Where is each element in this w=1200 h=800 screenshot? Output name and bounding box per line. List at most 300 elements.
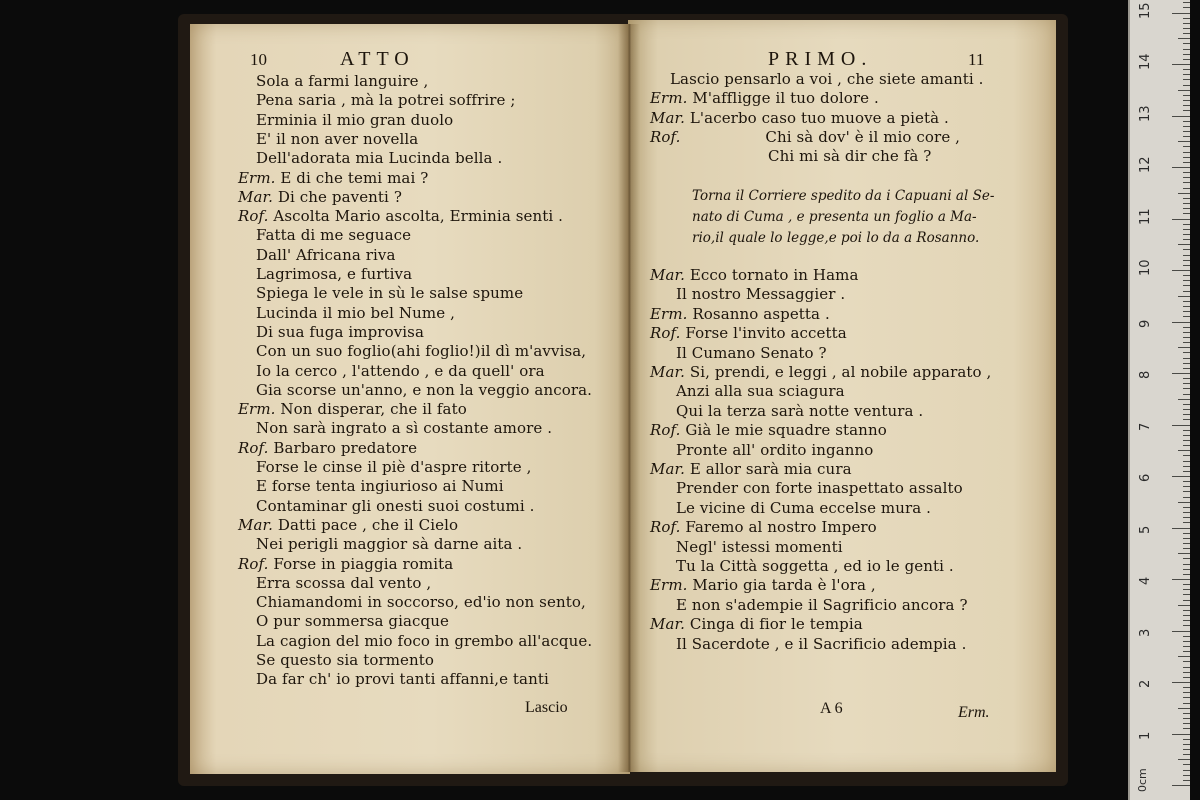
ruler-tick — [1183, 383, 1190, 384]
ruler-tick — [1183, 589, 1190, 590]
ruler-tick — [1172, 476, 1190, 477]
ruler-tick — [1183, 126, 1190, 127]
ruler-tick — [1183, 620, 1190, 621]
ruler-tick — [1183, 234, 1190, 235]
ruler-tick — [1183, 692, 1190, 693]
text-line — [676, 344, 827, 362]
ruler-tick — [1172, 682, 1190, 683]
ruler-tick — [1183, 69, 1190, 70]
ruler-tick — [1183, 569, 1190, 570]
verse-text: La cagion del mio foco in grembo all'acque. — [256, 631, 593, 650]
ruler-tick — [1183, 198, 1190, 199]
verse-text: Il nostro Messaggier . — [676, 285, 846, 304]
text-line — [650, 128, 960, 146]
ruler-tick — [1183, 461, 1190, 462]
verse-text: Datti pace , che il Cielo — [277, 515, 459, 534]
verse-text: M'affligge il tuo dolore . — [692, 89, 879, 108]
ruler-tick — [1183, 481, 1190, 482]
measurement-ruler — [1128, 0, 1190, 800]
ruler-tick — [1183, 517, 1190, 518]
ruler-tick — [1178, 193, 1190, 194]
verse-text: Io la cerco , l'attendo , e da quell' ora — [256, 361, 545, 380]
ruler-tick — [1183, 337, 1190, 338]
stage-direction-line: nato di Cuma , e presenta un foglio a Ma- — [692, 209, 977, 225]
ruler-tick — [1183, 471, 1190, 472]
ruler-tick — [1183, 358, 1190, 359]
ruler-tick — [1183, 661, 1190, 662]
ruler-tick — [1183, 301, 1190, 302]
verse-text: Il Cumano Senato ? — [676, 343, 827, 362]
verse-text: L'acerbo caso tuo muove a pietà . — [689, 108, 949, 127]
ruler-tick — [1183, 625, 1190, 626]
ruler-tick — [1183, 172, 1190, 173]
ruler-tick — [1172, 734, 1190, 735]
text-line — [256, 130, 418, 148]
text-line — [238, 516, 458, 534]
ruler-tick — [1183, 54, 1190, 55]
verse-text: Erra scossa dal vento , — [256, 573, 432, 592]
verse-text: Chiamandomi in soccorso, ed'io non sento, — [256, 593, 586, 612]
text-line — [256, 477, 504, 495]
ruler-tick — [1183, 780, 1190, 781]
ruler-tick — [1183, 311, 1190, 312]
text-line — [650, 518, 877, 536]
verse-text: Il Sacerdote , e il Sacrificio adempia . — [676, 634, 967, 653]
ruler-tick — [1183, 404, 1190, 405]
speaker-label: Erm. — [238, 400, 276, 419]
ruler-tick — [1183, 445, 1190, 446]
ruler-label: 13 — [1138, 104, 1153, 122]
verse-text: Dell'adorata mia Lucinda bella . — [256, 149, 503, 168]
ruler-tick — [1178, 141, 1190, 142]
ruler-tick — [1172, 425, 1190, 426]
ruler-tick — [1183, 594, 1190, 595]
ruler-tick — [1183, 378, 1190, 379]
ruler-label: 12 — [1138, 156, 1153, 173]
ruler-tick — [1183, 100, 1190, 101]
verse-text: Cinga di fior le tempia — [689, 615, 863, 634]
ruler-tick — [1183, 466, 1190, 467]
ruler-tick — [1183, 507, 1190, 508]
ruler-tick — [1183, 543, 1190, 544]
ruler-tick — [1183, 636, 1190, 637]
ruler-tick — [1172, 631, 1190, 632]
ruler-label: 14 — [1138, 53, 1153, 70]
ruler-tick — [1183, 49, 1190, 50]
ruler-tick — [1183, 136, 1190, 137]
text-line — [676, 635, 966, 653]
signature-mark: A 6 — [820, 700, 843, 717]
text-line — [650, 460, 852, 478]
ruler-tick — [1183, 713, 1190, 714]
ruler-tick — [1183, 538, 1190, 539]
ruler-tick — [1183, 105, 1190, 106]
text-line — [256, 632, 592, 650]
verse-text: E non s'adempie il Sagrificio ancora ? — [676, 595, 968, 614]
ruler-tick — [1183, 265, 1190, 266]
verse-text: Chi mi sà dir che fà ? — [768, 147, 932, 166]
ruler-tick — [1183, 775, 1190, 776]
text-line — [256, 111, 453, 129]
ruler-tick — [1183, 641, 1190, 642]
ruler-tick — [1183, 18, 1190, 19]
speaker-label: Rof. — [650, 324, 681, 343]
ruler-tick — [1183, 255, 1190, 256]
text-line — [676, 499, 931, 517]
ruler-tick — [1183, 440, 1190, 441]
ruler-tick — [1178, 399, 1190, 400]
right-running-head: PRIMO. — [768, 48, 873, 70]
ruler-tick — [1183, 280, 1190, 281]
text-line — [676, 596, 968, 614]
text-line — [256, 458, 532, 476]
text-line — [256, 362, 545, 380]
verse-text: Ecco tornato in Hama — [689, 266, 859, 284]
verse-text: O pur sommersa giacque — [256, 612, 449, 631]
verse-text: Rosanno aspetta . — [692, 304, 830, 323]
verse-text: Forse le cinse il piè d'aspre ritorte , — [256, 458, 532, 476]
ruler-tick — [1183, 455, 1190, 456]
text-line — [256, 574, 431, 592]
speaker-label: Mar. — [238, 515, 273, 534]
ruler-tick — [1183, 285, 1190, 286]
ruler-tick — [1183, 414, 1190, 415]
ruler-tick — [1183, 352, 1190, 353]
ruler-tick — [1183, 651, 1190, 652]
ruler-tick — [1183, 522, 1190, 523]
ruler-tick — [1183, 388, 1190, 389]
ruler-tick — [1183, 687, 1190, 688]
text-line — [676, 382, 845, 400]
ruler-tick — [1183, 754, 1190, 755]
text-line — [768, 147, 931, 165]
right-page-number: 11 — [968, 50, 985, 69]
text-line — [238, 169, 428, 187]
text-line — [256, 670, 549, 688]
ruler-label: 7 — [1138, 422, 1153, 431]
speaker-label: Mar. — [238, 187, 273, 206]
verse-text: Di che paventi ? — [277, 187, 402, 206]
text-line — [238, 400, 467, 418]
speaker-label: Mar. — [650, 363, 685, 381]
text-line — [256, 226, 411, 244]
speaker-label: Mar. — [650, 108, 685, 127]
ruler-tick — [1183, 363, 1190, 364]
ruler-tick — [1178, 244, 1190, 245]
ruler-tick — [1183, 744, 1190, 745]
speaker-label: Mar. — [650, 460, 685, 478]
verse-text: Negl' istessi momenti — [676, 537, 843, 556]
verse-text: Erminia il mio gran duolo — [256, 110, 454, 129]
verse-text: Chi sà dov' è il mio core , — [765, 127, 961, 146]
ruler-label: 2 — [1138, 679, 1153, 688]
ruler-tick — [1183, 249, 1190, 250]
speaker-label: Rof. — [650, 421, 681, 440]
ruler-tick — [1183, 157, 1190, 158]
text-line — [256, 323, 424, 341]
text-line — [650, 363, 991, 381]
text-line — [650, 89, 879, 107]
ruler-tick — [1183, 615, 1190, 616]
ruler-tick — [1172, 528, 1190, 529]
ruler-tick — [1183, 419, 1190, 420]
ruler-label: 10 — [1138, 259, 1153, 276]
ruler-tick — [1183, 110, 1190, 111]
ruler-tick — [1183, 74, 1190, 75]
text-line — [256, 342, 586, 360]
text-line — [256, 265, 412, 283]
ruler-tick — [1183, 409, 1190, 410]
text-line — [676, 538, 843, 556]
ruler-tick — [1183, 574, 1190, 575]
text-line — [238, 207, 563, 225]
ruler-tick — [1183, 327, 1190, 328]
ruler-tick — [1183, 672, 1190, 673]
verse-text: Sola a farmi languire , — [256, 72, 429, 90]
text-line — [650, 615, 863, 633]
verse-text: Qui la terza sarà notte ventura . — [676, 401, 924, 420]
verse-text: Forse l'invito accetta — [685, 324, 847, 343]
verse-text: Le vicine di Cuma eccelse mura . — [676, 498, 932, 517]
ruler-tick — [1183, 394, 1190, 395]
left-page — [190, 24, 630, 774]
ruler-tick — [1183, 182, 1190, 183]
text-line — [256, 304, 455, 322]
text-line — [256, 497, 534, 515]
ruler-tick — [1178, 347, 1190, 348]
verse-text: Faremo al nostro Impero — [685, 518, 877, 537]
ruler-tick — [1183, 43, 1190, 44]
text-line — [676, 441, 873, 459]
ruler-tick — [1183, 224, 1190, 225]
ruler-tick — [1178, 502, 1190, 503]
ruler-tick — [1183, 28, 1190, 29]
verse-text: Già le mie squadre stanno — [685, 421, 887, 440]
ruler-label: 1 — [1138, 731, 1153, 740]
text-line — [256, 246, 396, 264]
right-catchword: Erm. — [958, 704, 990, 721]
stage-direction-line: rio,il quale lo legge,e poi lo da a Rosanno. — [692, 230, 980, 246]
verse-text: Gia scorse un'anno, e non la veggio ancora. — [256, 380, 593, 399]
speaker-label: Erm. — [650, 576, 688, 595]
verse-text: Spiega le vele in sù le salse spume — [256, 284, 524, 303]
verse-text: Pena saria , mà la potrei soffrire ; — [256, 91, 516, 110]
ruler-tick — [1178, 605, 1190, 606]
ruler-tick — [1183, 146, 1190, 147]
ruler-tick — [1183, 646, 1190, 647]
book-gutter — [618, 24, 640, 772]
ruler-tick — [1183, 152, 1190, 153]
ruler-label: 3 — [1138, 628, 1153, 637]
text-line — [256, 593, 586, 611]
verse-text: Di sua fuga improvisa — [256, 322, 425, 341]
text-line — [256, 381, 592, 399]
ruler-tick — [1183, 770, 1190, 771]
ruler-tick — [1178, 708, 1190, 709]
verse-text: Fatta di me seguace — [256, 226, 412, 245]
text-line — [256, 149, 502, 167]
ruler-tick — [1183, 703, 1190, 704]
ruler-tick — [1183, 79, 1190, 80]
stage-direction-line: Torna il Corriere spedito da i Capuani al Se- — [692, 188, 995, 204]
ruler-tick — [1183, 739, 1190, 740]
right-page — [628, 20, 1056, 772]
ruler-tick — [1183, 486, 1190, 487]
speaker-label: Erm. — [650, 304, 688, 323]
ruler-tick — [1178, 38, 1190, 39]
ruler-label: 9 — [1138, 319, 1153, 328]
text-line — [676, 285, 845, 303]
ruler-tick — [1183, 188, 1190, 189]
ruler-label: 8 — [1138, 370, 1153, 379]
ruler-tick — [1183, 533, 1190, 534]
ruler-tick — [1183, 23, 1190, 24]
verse-text: Barbaro predatore — [273, 438, 418, 457]
verse-text: Ascolta Mario ascolta, Erminia senti . — [273, 207, 564, 226]
text-line — [256, 72, 428, 90]
ruler-tick — [1183, 239, 1190, 240]
ruler-tick — [1172, 13, 1190, 14]
ruler-tick — [1183, 95, 1190, 96]
text-line — [238, 439, 417, 457]
ruler-tick — [1183, 121, 1190, 122]
speaker-label: Mar. — [650, 266, 685, 284]
ruler-tick — [1183, 85, 1190, 86]
ruler-tick — [1183, 512, 1190, 513]
ruler-label: 5 — [1138, 525, 1153, 534]
ruler-tick — [1183, 749, 1190, 750]
ruler-tick — [1178, 553, 1190, 554]
text-line — [676, 402, 923, 420]
ruler-tick — [1172, 579, 1190, 580]
ruler-tick — [1172, 219, 1190, 220]
text-line — [650, 266, 859, 284]
ruler-label: 4 — [1138, 576, 1153, 585]
ruler-tick — [1183, 2, 1190, 3]
ruler-tick — [1178, 450, 1190, 451]
ruler-tick — [1183, 610, 1190, 611]
ruler-tick — [1172, 270, 1190, 271]
text-line — [650, 576, 876, 594]
verse-text: Dall' Africana riva — [256, 245, 396, 264]
ruler-tick — [1183, 275, 1190, 276]
verse-text: Se questo sia tormento — [256, 651, 435, 669]
verse-text: Si, prendi, e leggi , al nobile apparato , — [689, 363, 992, 381]
ruler-tick — [1183, 203, 1190, 204]
text-line — [238, 188, 402, 206]
ruler-tick — [1183, 764, 1190, 765]
verse-text: Forse in piaggia romita — [273, 554, 454, 573]
ruler-label: 11 — [1138, 207, 1153, 225]
ruler-tick — [1172, 322, 1190, 323]
text-line — [650, 305, 830, 323]
ruler-tick — [1183, 491, 1190, 492]
text-line — [676, 479, 963, 497]
ruler-tick — [1183, 316, 1190, 317]
ruler-tick — [1183, 497, 1190, 498]
verse-text: Da far ch' io provi tanti affanni,e tanti — [256, 670, 549, 689]
ruler-tick — [1183, 162, 1190, 163]
speaker-label: Erm. — [650, 89, 688, 108]
verse-text: Non sarà ingrato a sì costante amore . — [256, 419, 553, 438]
ruler-tick — [1183, 728, 1190, 729]
ruler-tick — [1172, 167, 1190, 168]
verse-text: Tu la Città soggetta , ed io le genti . — [676, 557, 954, 575]
speaker-label: Erm. — [238, 168, 276, 187]
ruler-tick — [1178, 759, 1190, 760]
verse-text: Anzi alla sua sciagura — [676, 382, 845, 401]
verse-text: E allor sarà mia cura — [689, 460, 852, 478]
speaker-label: Mar. — [650, 615, 685, 634]
ruler-tick — [1178, 656, 1190, 657]
ruler-tick — [1183, 718, 1190, 719]
text-line — [650, 109, 949, 127]
ruler-tick — [1183, 435, 1190, 436]
ruler-tick — [1183, 59, 1190, 60]
verse-text: E' il non aver novella — [256, 129, 419, 148]
ruler-tick — [1183, 677, 1190, 678]
verse-text: Con un suo foglio(ahi foglio!)il dì m'avvisa, — [256, 342, 587, 361]
ruler-tick — [1183, 723, 1190, 724]
speaker-label: Rof. — [238, 438, 269, 457]
verse-text: Pronte all' ordito inganno — [676, 440, 874, 459]
text-line — [256, 91, 516, 109]
ruler-tick — [1183, 332, 1190, 333]
text-line — [256, 651, 434, 669]
text-line — [650, 421, 887, 439]
ruler-tick — [1178, 90, 1190, 91]
ruler-label: 15 — [1138, 1, 1153, 19]
speaker-label: Rof. — [650, 127, 681, 146]
speaker-label: Rof. — [650, 518, 681, 537]
text-line — [256, 419, 552, 437]
ruler-tick — [1183, 342, 1190, 343]
text-line — [256, 535, 522, 553]
ruler-tick — [1183, 131, 1190, 132]
verse-text: Lagrimosa, e furtiva — [256, 265, 413, 283]
verse-text: Contaminar gli onesti suoi costumi . — [256, 496, 535, 515]
verse-text: E di che temi mai ? — [280, 168, 429, 187]
text-line — [256, 284, 523, 302]
ruler-tick — [1183, 584, 1190, 585]
ruler-tick — [1172, 64, 1190, 65]
ruler-tick — [1183, 600, 1190, 601]
speaker-label: Rof. — [238, 554, 269, 573]
ruler-tick — [1183, 368, 1190, 369]
verse-text: Lascio pensarlo a voi , che siete amanti . — [670, 70, 984, 88]
ruler-label: 6 — [1138, 473, 1153, 482]
ruler-tick — [1183, 548, 1190, 549]
speaker-label: Rof. — [238, 207, 269, 226]
ruler-tick — [1178, 296, 1190, 297]
verse-text: Nei perigli maggior sà darne aita . — [256, 535, 523, 554]
ruler-tick — [1183, 667, 1190, 668]
left-running-head: ATTO — [340, 48, 415, 70]
ruler-tick — [1183, 697, 1190, 698]
ruler-tick — [1183, 7, 1190, 8]
ruler-tick — [1172, 785, 1190, 786]
ruler-tick — [1183, 33, 1190, 34]
verse-text: Lucinda il mio bel Nume , — [256, 303, 455, 322]
text-line — [650, 324, 847, 342]
text-line — [256, 612, 449, 630]
ruler-tick — [1183, 430, 1190, 431]
left-catchword: Lascio — [525, 699, 568, 716]
ruler-tick — [1172, 373, 1190, 374]
ruler-tick — [1183, 558, 1190, 559]
ruler-tick — [1183, 208, 1190, 209]
ruler-tick — [1183, 260, 1190, 261]
